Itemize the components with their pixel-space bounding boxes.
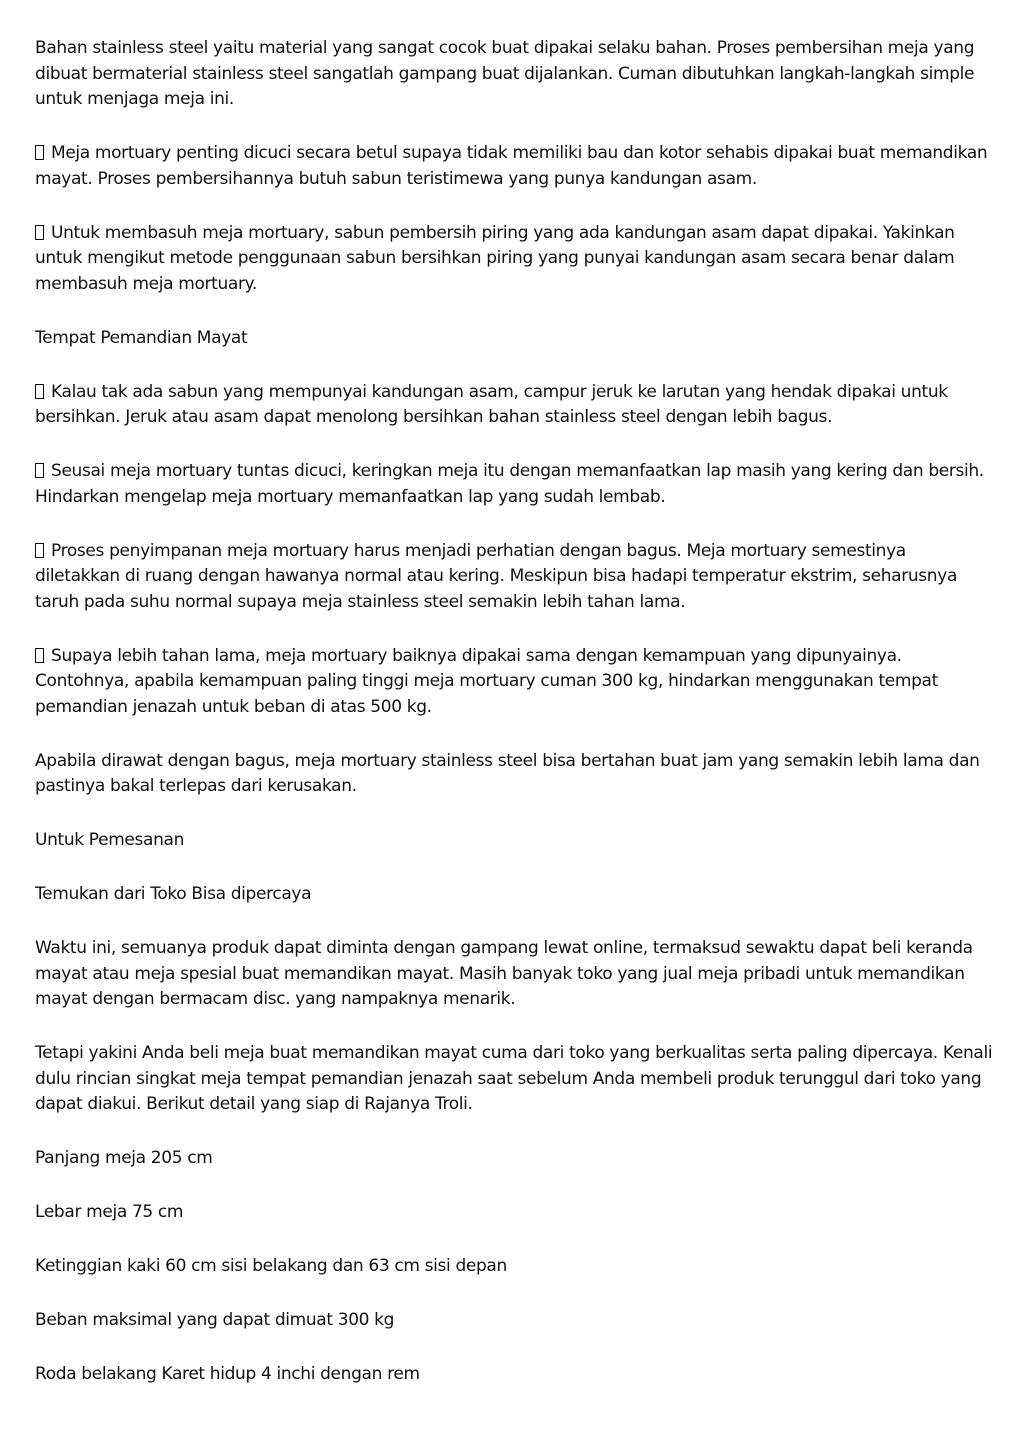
section-heading: Tempat Pemandian Mayat [35, 327, 248, 348]
missing-glyph-bullet-icon [35, 384, 44, 399]
missing-glyph-bullet-icon [35, 225, 44, 240]
bullet-paragraph: Proses penyimpanan meja mortuary harus menjadi perhatian dengan bagus. Meja mortuary semestinya diletakkan di ruang dengan hawanya normal atau kering. Meskipun bisa hadapi temperatur ekstrim, seharusnya taruh pada suhu normal supaya meja stainless steel semakin lebih tahan lama. [35, 540, 958, 612]
paragraph: Apabila dirawat dengan bagus, meja mortuary stainless steel bisa bertahan buat jam yang semakin lebih lama dan pastinya bakal terlepas dari kerusakan. [35, 750, 980, 796]
section-heading: Temukan dari Toko Bisa dipercaya [35, 884, 312, 904]
document-page [35, 36, 995, 1416]
spec-line: Ketinggian kaki 60 cm sisi belakang dan 63 cm sisi depan [35, 1256, 507, 1276]
paragraph: Tetapi yakini Anda beli meja buat memandikan mayat cuma dari toko yang berkualitas serta paling dipercaya. Kenali dulu rincian singkat meja tempat pemandian jenazah saat sebelum Anda membeli produk terunggul dari toko yang dapat diakui. Berikut detail yang siap di Rajanya Troli. [35, 1043, 993, 1114]
bullet-paragraph: Meja mortuary penting dicuci secara betul supaya tidak memiliki bau dan kotor sehabis dipakai buat memandikan mayat. Proses pembersihannya butuh sabun teristimewa yang punya kandungan asam. [35, 143, 988, 189]
bullet-paragraph: Untuk membasuh meja mortuary, sabun pembersih piring yang ada kandungan asam dapat dipakai. Yakinkan untuk mengikut metode penggunaan sabun bersihkan piring yang punyai kandungan asam secara benar dalam membasuh meja mortuary. [35, 222, 955, 294]
spec-line: Beban maksimal yang dapat dimuat 300 kg [35, 1310, 395, 1330]
section-heading: Untuk Pemesanan [35, 830, 185, 850]
spec-line: Roda belakang Karet hidup 4 inchi dengan rem [35, 1364, 420, 1384]
missing-glyph-bullet-icon [35, 145, 44, 160]
bullet-paragraph: Seusai meja mortuary tuntas dicuci, keringkan meja itu dengan memanfaatkan lap masih yang kering dan bersih. Hindarkan mengelap meja mortuary memanfaatkan lap yang sudah lembab. [35, 461, 984, 507]
missing-glyph-bullet-icon [35, 648, 44, 663]
bullet-paragraph: Kalau tak ada sabun yang mempunyai kandungan asam, campur jeruk ke larutan yang hendak dipakai untuk bersihkan. Jeruk atau asam dapat menolong bersihkan bahan stainless steel dengan lebih bagus. [35, 381, 948, 427]
missing-glyph-bullet-icon [35, 463, 44, 478]
bullet-paragraph: Supaya lebih tahan lama, meja mortuary baiknya dipakai sama dengan kemampuan yang dipunyainya. Contohnya, apabila kemampuan paling tinggi meja mortuary cuman 300 kg, hindarkan menggunakan tempat pemandian jenazah untuk beban di atas 500 kg. [35, 645, 938, 717]
missing-glyph-bullet-icon [35, 543, 44, 558]
spec-line: Panjang meja 205 cm [35, 1148, 213, 1168]
paragraph-intro: Bahan stainless steel yaitu material yang sangat cocok buat dipakai selaku bahan. Proses pembersihan meja yang dibuat bermaterial stainless steel sangatlah gampang buat dijalankan. Cuman dibutuhkan langkah-langkah simple untuk menjaga meja ini. [35, 38, 975, 109]
paragraph: Waktu ini, semuanya produk dapat diminta dengan gampang lewat online, termaksud sewaktu dapat beli keranda mayat atau meja spesial buat memandikan mayat. Masih banyak toko yang jual meja pribadi untuk memandikan mayat dengan bermacam disc. yang nampaknya menarik. [35, 938, 973, 1009]
spec-line: Lebar meja 75 cm [35, 1202, 184, 1222]
